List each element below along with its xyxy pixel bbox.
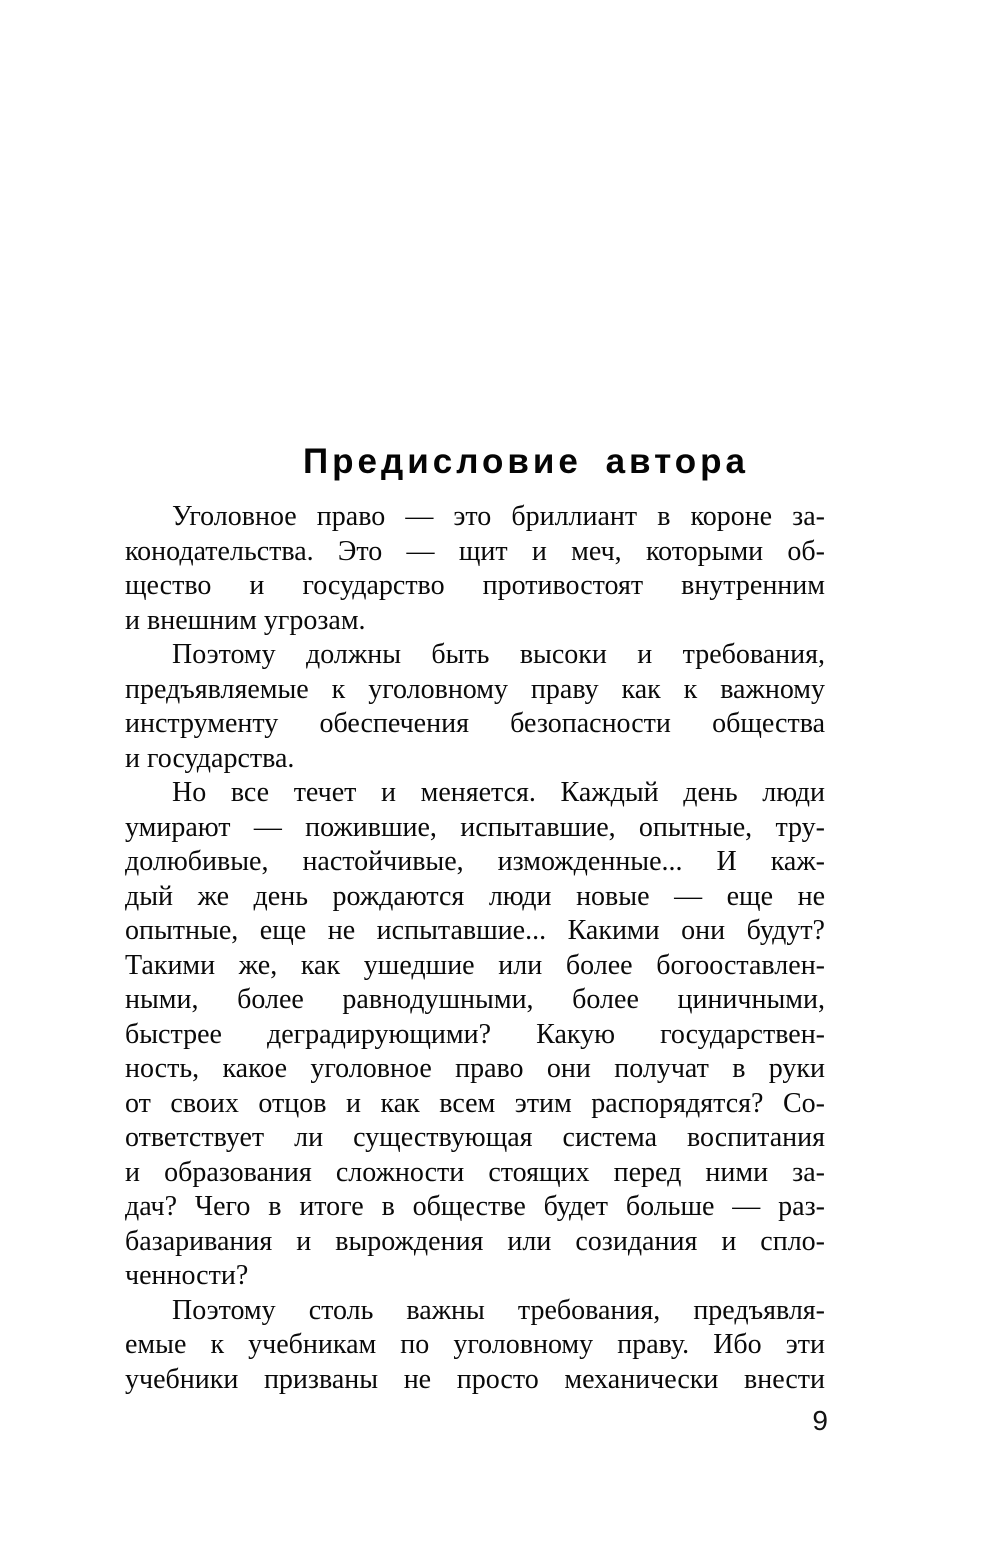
text-block (125, 500, 825, 1397)
text-line: и государства. (125, 742, 295, 774)
text-line: умирают — пожившие, испытавшие, опытные, тру- (125, 811, 825, 843)
page-number: 9 (812, 1405, 828, 1436)
text-line: Такими же, как ушедшие или более богооставлен- (125, 949, 825, 981)
text-line: ченности? (125, 1260, 249, 1291)
text-line: долюбивые, настойчивые, изможденные... И каж- (125, 846, 825, 877)
text-line: Уголовное право — это бриллиант в короне за- (172, 501, 825, 532)
text-line: и внешним угрозам. (125, 604, 366, 636)
page-title: Предисловие автора (303, 442, 749, 481)
text-line: базаривания и вырождения или созидания и спло- (125, 1225, 825, 1257)
text-line: учебники призваны не просто механически внести (125, 1363, 825, 1395)
text-line: ными, более равнодушными, более циничными, (125, 984, 825, 1015)
text-line: дач? Чего в итоге в обществе будет больше — раз- (125, 1191, 825, 1222)
text-line: дый же день рождаются люди новые — еще не (125, 880, 825, 912)
paragraph (125, 638, 825, 776)
text-line: конодательства. Это — щит и меч, которыми об- (125, 535, 825, 567)
text-line: и образования сложности стоящих перед ними за- (125, 1156, 825, 1188)
paragraph (125, 500, 825, 638)
text-line: ответствует ли существующая система воспитания (125, 1122, 825, 1153)
text-line: инструменту обеспечения безопасности общества (125, 708, 825, 739)
text-line: предъявляемые к уголовному праву как к важному (125, 673, 825, 705)
text-line: от своих отцов и как всем этим распорядятся? Со- (125, 1087, 825, 1119)
paragraph (125, 1294, 825, 1398)
text-line: опытные, еще не испытавшие... Какими они будут? (125, 915, 825, 946)
paragraph (125, 776, 825, 1294)
text-line: ность, какое уголовное право они получат в руки (125, 1053, 825, 1084)
text-line: щество и государство противостоят внутренним (125, 570, 825, 601)
text-line: Поэтому столь важны требования, предъявля- (172, 1294, 825, 1326)
text-line: быстрее деградирующими? Какую государствен- (125, 1018, 825, 1050)
text-line: Поэтому должны быть высоки и требования, (172, 639, 825, 670)
text-line: Но все течет и меняется. Каждый день люди (172, 777, 825, 808)
text-line: емые к учебникам по уголовному праву. Ибо эти (125, 1329, 825, 1360)
text-column (125, 444, 825, 1397)
